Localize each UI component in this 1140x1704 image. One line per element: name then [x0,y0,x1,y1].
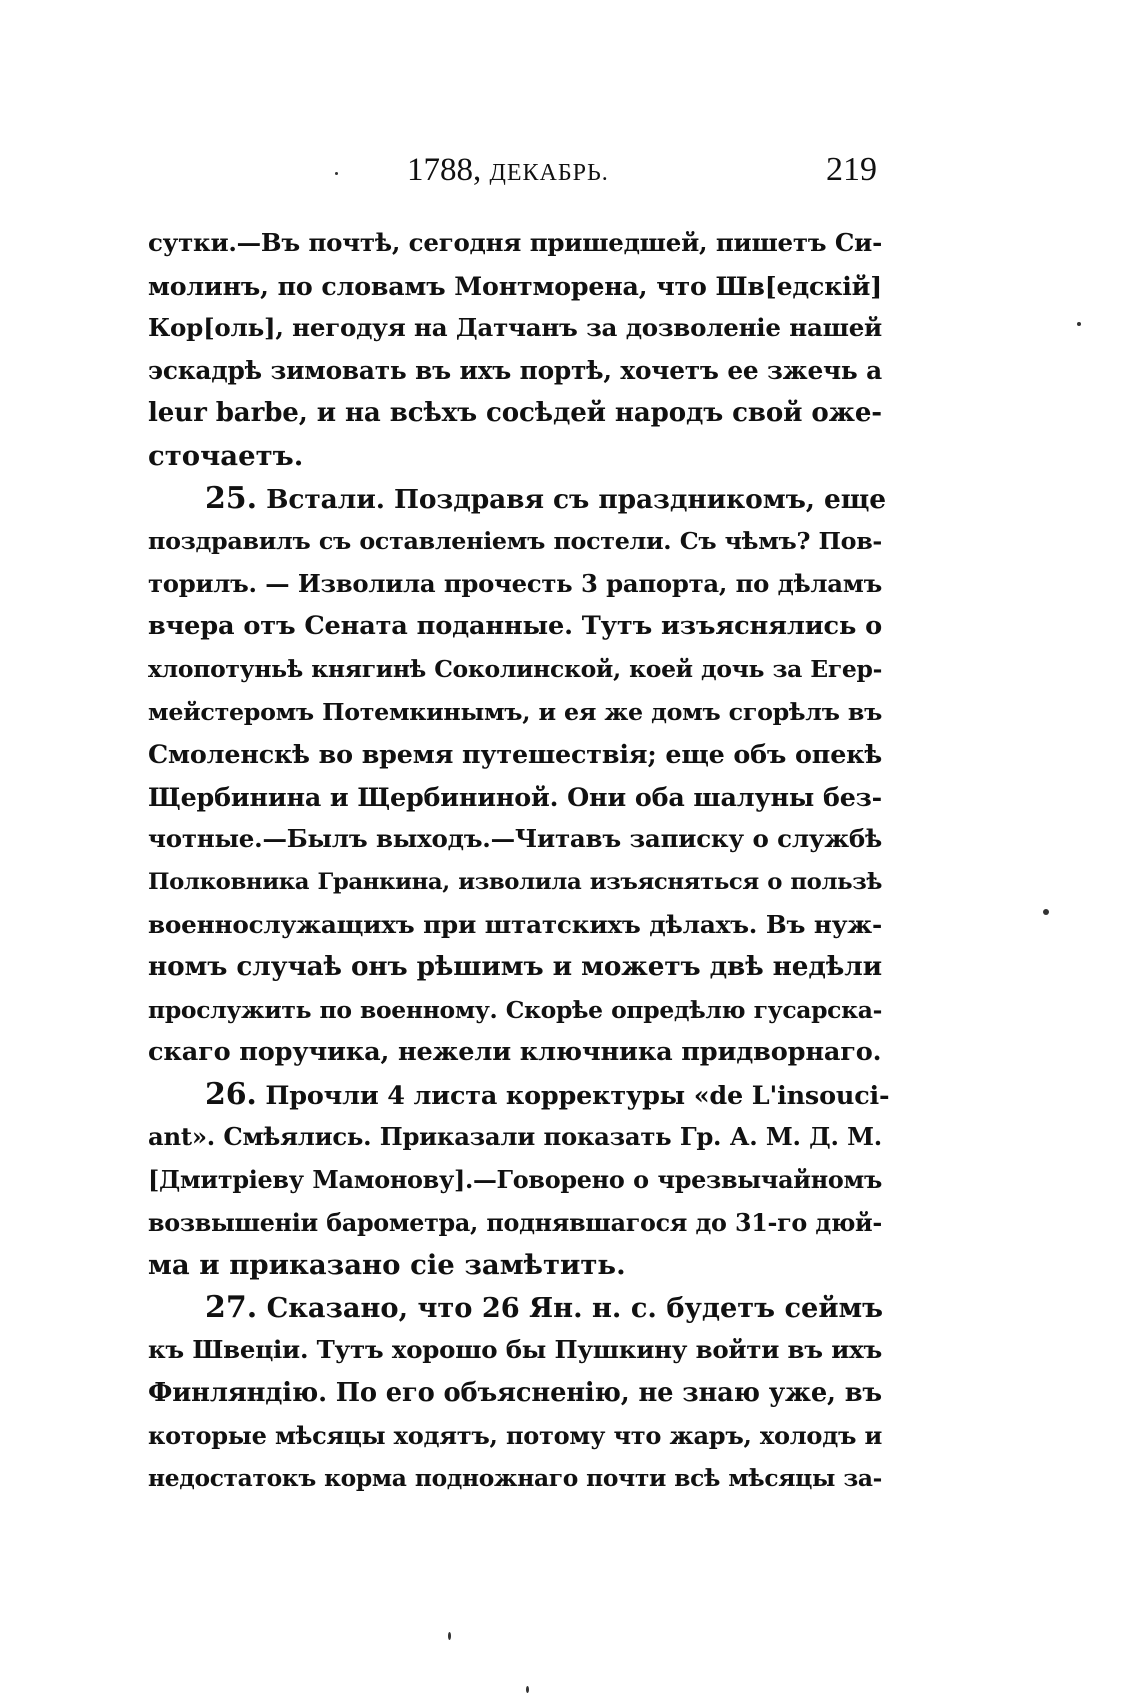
text-line: вчера отъ Сената поданные. Тутъ изъяснялись о [148,611,882,642]
body-text [148,222,890,1500]
entry-number: 26. [205,1076,257,1112]
running-head [0,150,1140,190]
entry-number: 27. [205,1289,258,1325]
scan-speck [335,172,338,175]
page-number: 219 [826,151,877,188]
text-line: [Дмитріеву Мамонову].—Говорено о чрезвычайномъ [148,1166,882,1195]
entry-text: Сказано, что 26 Ян. н. с. будетъ сеймъ [266,1291,884,1324]
running-head-title [407,150,609,193]
header-year: 1788, [407,152,482,188]
text-line: ant». Смѣялись. Приказали показать Гр. А. М. Д. М. [148,1122,882,1152]
text-line: къ Швеціи. Тутъ хорошо бы Пушкину войти въ ихъ [148,1335,882,1365]
text-line: Финляндію. По его объясненію, не знаю уже, въ [148,1378,882,1409]
text-line: которые мѣсяцы ходятъ, потому что жаръ, холодъ и [148,1420,882,1450]
entry-number: 25. [205,480,257,516]
text-line: прослужить по военному. Скорѣе опредѣлю гусарска- [148,995,882,1024]
entry-27-first-line [148,1287,882,1330]
text-line: мейстеромъ Потемкинымъ, и ея же домъ сгорѣлъ въ [148,697,882,726]
scan-speck [526,1686,529,1693]
text-line: номъ случаѣ онъ рѣшимъ и можетъ двѣ недѣли [148,951,882,983]
text-line: Щербинина и Щербининой. Они оба шалуны без- [148,781,882,812]
scan-speck [1077,322,1081,326]
scan-speck [1043,909,1049,915]
entry-25-first-line [148,478,887,521]
text-line: leur barbe, и на всѣхъ сосѣдей народъ свой оже- [148,398,882,429]
text-line: военнослужащихъ при штатскихъ дѣлахъ. Въ нуж- [148,909,882,939]
text-line: молинъ, по словамъ Монтморена, что Шв[едскій] [148,270,882,301]
header-month: ДЕКАБРЬ. [489,160,609,186]
text-line: скаго поручика, нежели ключника придворнаго. [148,1037,882,1068]
text-line: недостатокъ корма подножнаго почти всѣ мѣсяцы за- [148,1464,882,1493]
text-line: торилъ. — Изволила прочесть 3 рапорта, по дѣламъ [148,568,882,598]
text-line: эскадрѣ зимовать въ ихъ портѣ, хочетъ ее зжечь а [148,355,882,385]
text-line: Полковника Гранкина, изволила изъясняться о пользѣ [148,868,882,895]
entry-text: Прочли 4 листа корректуры «de L'insouci- [265,1080,890,1111]
text-line: возвышеніи барометра, поднявшагося до 31-го дюй- [148,1208,882,1237]
entry-26-first-line [148,1074,890,1117]
text-line: Кор[оль], негодуя на Датчанъ за дозволеніе нашей [148,313,882,343]
text-line: Смоленскѣ во время путешествія; еще объ опекѣ [148,739,882,770]
scan-speck [448,1632,451,1640]
text-line: сточаетъ. [148,439,304,472]
text-line: поздравилъ съ оставленіемъ постели. Съ чѣмъ? Пов- [148,527,882,556]
text-line: сутки.—Въ почтѣ, сегодня пришедшей, пишетъ Си- [148,228,882,257]
entry-text: Встали. Поздравя съ праздникомъ, еще [266,483,887,515]
text-line: хлопотуньѣ княгинѣ Соколинской, коей дочь за Егер- [148,654,882,683]
text-line: чотные.—Былъ выходъ.—Читавъ записку о службѣ [148,824,882,854]
text-line: ма и приказано сіе замѣтить. [148,1249,626,1282]
